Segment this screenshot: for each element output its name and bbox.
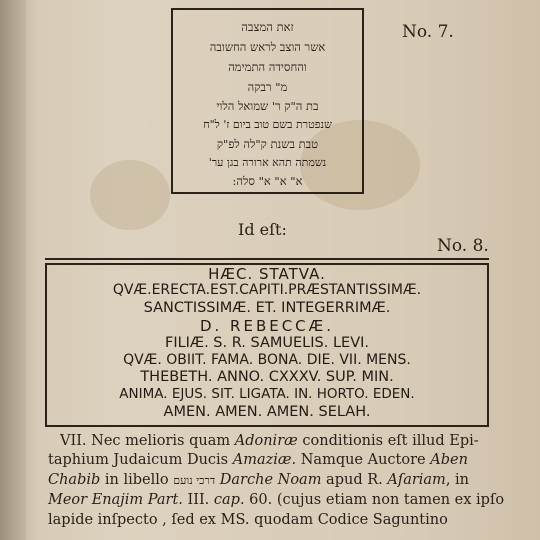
paragraph-line: [48, 472, 469, 488]
italic-name: Meor Enajim Part.: [48, 492, 183, 508]
item-number-7: No. 7.: [402, 22, 454, 42]
latin-line: AMEN. AMEN. AMEN. SELAH.: [163, 404, 371, 420]
hebrew-epitaph-box: [171, 8, 364, 194]
latin-line: SANCTISSIMÆ. ET. INTEGERRIMÆ.: [143, 300, 391, 316]
latin-line: ANIMA. EJUS. SIT. LIGATA. IN. HORTO. EDEN.: [119, 386, 415, 402]
text-span: taphium Judaicum Ducis: [48, 452, 233, 468]
item-number-8: No. 8.: [437, 236, 489, 256]
hebrew-line: אשר הוצב לראש החשובה: [209, 40, 326, 54]
italic-name: Adoniræ: [234, 433, 298, 449]
text-span: conditionis eſt illud Epi-: [297, 433, 479, 449]
latin-line: D. REBECCÆ.: [199, 317, 335, 335]
text-span: Namque Auctore: [296, 452, 431, 468]
italic-name: Aſariam: [387, 472, 446, 488]
latin-line: FILIÆ. S. R. SAMUELIS. LEVI.: [164, 335, 369, 351]
hebrew-line: זאת המצבה: [241, 20, 294, 34]
hebrew-line: והחסידה התמימה: [228, 60, 307, 74]
latin-line: HÆC. STATVA.: [208, 265, 326, 283]
text-span: III.: [182, 492, 214, 508]
italic-name: Aben: [430, 452, 468, 468]
hebrew-line: א" א" א" סלה:: [232, 174, 303, 188]
text-span: 60. (cujus etiam non tamen ex ipſo: [244, 492, 505, 508]
text-span: in libello: [100, 472, 174, 488]
italic-name: Darche Noam: [215, 472, 322, 488]
paragraph-line: [48, 512, 448, 528]
text-span: lapide inſpecto , ſed ex MS. quodam Codice Saguntino: [48, 512, 448, 528]
hebrew-line: נשמתה תהא ארורה בגן ער': [208, 156, 327, 169]
latin-line: QVÆ.ERECTA.EST.CAPITI.PRÆSTANTISSIMÆ.: [112, 282, 422, 298]
paragraph-line: [48, 492, 504, 508]
hebrew-title: דרכי נועם: [173, 474, 216, 487]
page-binding-edge: [0, 0, 26, 540]
italic-name: cap.: [213, 492, 245, 508]
italic-name: Amaziæ.: [232, 452, 297, 468]
hebrew-line: טבת בשנת ק"לה לפ"ק: [216, 137, 319, 151]
hebrew-line: בת ה"ק ר' שמואל הלוי: [216, 99, 319, 113]
hebrew-line: מ" רבקה: [247, 80, 288, 94]
top-rule: [45, 258, 489, 260]
text-span: VII. Nec melioris quam: [60, 433, 235, 449]
text-span: , in: [445, 472, 470, 488]
latin-line: THEBETH. ANNO. CXXXV. SUP. MIN.: [140, 369, 394, 385]
paper-stain: [90, 160, 170, 230]
latin-line: QVÆ. OBIIT. FAMA. BONA. DIE. VII. MENS.: [123, 352, 411, 368]
paragraph-line: [48, 452, 468, 468]
text-span: apud R.: [321, 472, 388, 488]
paragraph-line: [60, 433, 479, 449]
id-est-caption: Id eſt:: [238, 220, 287, 239]
latin-epitaph-box: [45, 263, 489, 427]
italic-name: Chabib: [48, 472, 101, 488]
hebrew-line: שנפטרת בשם טוב ביום ז' ל"ח: [203, 118, 332, 131]
